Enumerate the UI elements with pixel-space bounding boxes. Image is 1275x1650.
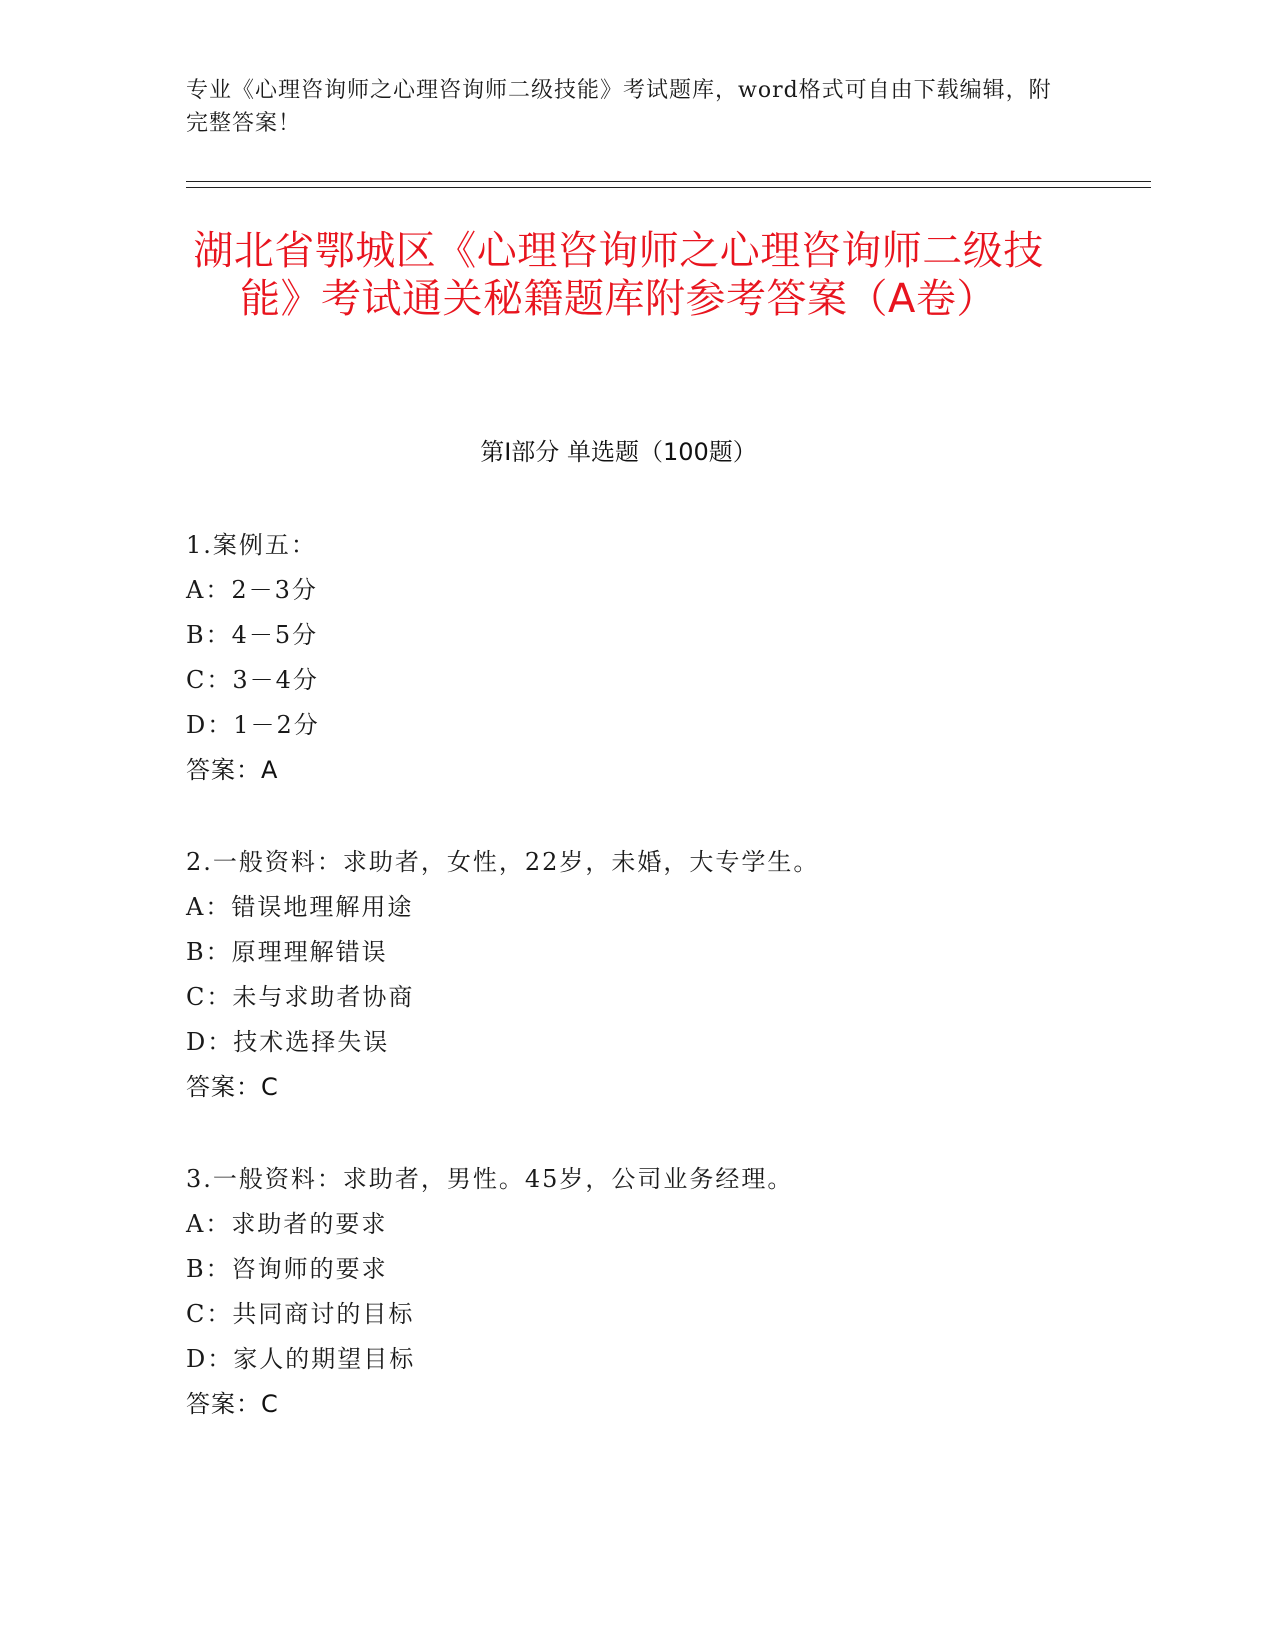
answer-line: 答案：C [186,1073,279,1101]
option-d: D：1－2分 [186,711,320,739]
answer-line: 答案：A [186,756,279,784]
header-rule-bottom [186,187,1151,188]
option-a: A：错误地理解用途 [186,893,414,921]
question-stem: 2.一般资料：求助者，女性，22岁，未婚，大专学生。 [186,848,820,876]
option-c: C：3－4分 [186,666,319,694]
question-item [186,523,1086,793]
question-item [186,1157,1086,1427]
option-c: C：未与求助者协商 [186,983,415,1011]
option-b: B：咨询师的要求 [186,1255,388,1283]
section-title: 第Ⅰ部分 单选题（100题） [480,438,757,466]
option-a: A：2－3分 [186,576,318,604]
option-b: B：原理理解错误 [186,938,388,966]
option-c: C：共同商讨的目标 [186,1300,415,1328]
option-a: A：求助者的要求 [186,1210,388,1238]
question-stem: 3.一般资料：求助者，男性。45岁，公司业务经理。 [186,1165,794,1193]
question-stem: 1.案例五： [186,531,317,559]
question-item [186,840,1086,1110]
header-note: 专业《心理咨询师之心理咨询师二级技能》考试题库，word格式可自由下载编辑，附完整答案！ [186,78,1052,136]
answer-line: 答案：C [186,1390,279,1418]
header-rule-top [186,181,1151,182]
document-title: 湖北省鄂城区《心理咨询师之心理咨询师二级技能》考试通关秘籍题库附参考答案（A卷） [193,228,1044,322]
option-b: B：4－5分 [186,621,319,649]
option-d: D：家人的期望目标 [186,1345,416,1373]
option-d: D：技术选择失误 [186,1028,390,1056]
